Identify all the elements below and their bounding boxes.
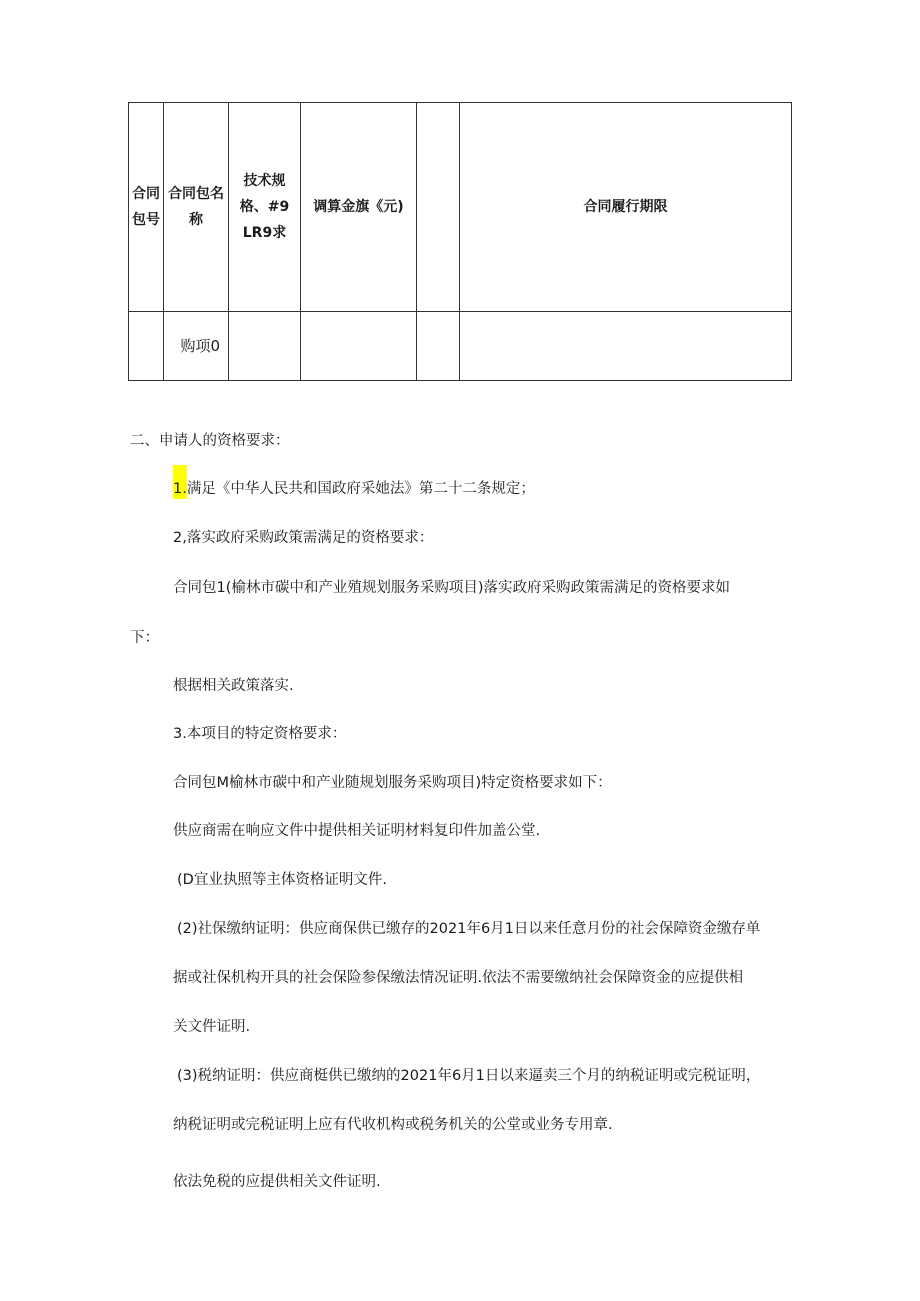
cell-blank	[417, 312, 460, 381]
requirement-item-3-detail: 合同包M榆林市碳中和产业随规划服务采购项目)特定资格要求如下：	[173, 775, 612, 791]
header-blank	[417, 103, 460, 312]
cell-performance-period	[460, 312, 792, 381]
header-budget-amount: 调算金旗《元)	[301, 103, 417, 312]
cell-tech-spec	[229, 312, 301, 381]
contract-table	[128, 102, 792, 381]
requirement-sub-3-end: 依法免税的应提供相关文件证明.	[173, 1174, 381, 1190]
requirement-item-2-policy: 根据相关政策落实.	[173, 678, 294, 694]
requirement-sub-2-cont: 据或社保机构开具的社会保险参保缴法情况证明.依法不需要缴纳社会保障资金的应提供相	[173, 970, 744, 986]
requirement-item-3: 3.本项目的特定资格要求：	[173, 726, 347, 742]
requirement-sub-2-end: 关文件证明.	[173, 1019, 251, 1035]
highlighted-number: 1.	[173, 465, 187, 499]
header-package-name: 合同包名称	[164, 103, 229, 312]
cell-package-name: 购项0	[164, 312, 229, 381]
table-header-row	[129, 103, 792, 312]
requirement-sub-3: (3)税纳证明：供应商梃供已缴纳的2021年6月1日以来逼卖三个月的纳税证明或完税证明，	[177, 1068, 761, 1084]
requirement-sub-1: (D宜业执照等主体资格证明文件.	[177, 872, 387, 888]
section-title: 二、申请人的资格要求：	[130, 433, 290, 449]
requirement-item-3-note: 供应商需在响应文件中提供相关证明材料复印件加盖公堂.	[173, 823, 541, 839]
header-package-number: 合同包号	[129, 103, 164, 312]
requirement-item-1-text: 满足《中华人民共和国政府采她法》第二十二条规定；	[186, 481, 535, 497]
cell-budget-amount	[301, 312, 417, 381]
table-row	[129, 312, 792, 381]
header-performance-period: 合同履行期限	[460, 103, 792, 312]
requirement-sub-3-cont: 纳税证明或完税证明上应有代收机构或税务机关的公堂或业务专用章.	[173, 1117, 613, 1133]
requirement-item-2-detail-cont: 下：	[130, 630, 159, 646]
cell-package-number	[129, 312, 164, 381]
header-tech-spec: 技术规格、#9LR9求	[229, 103, 301, 312]
requirement-sub-2: (2)社保缴纳证明：供应商保供已缴存的2021年6月1日以来任意月份的社会保障资金缴存单	[177, 921, 761, 937]
requirement-item-2: 2,落实政府采购政策需满足的资格要求：	[173, 530, 434, 546]
requirement-item-2-detail: 合同包1(榆林市碳中和产业殖规划服务采购项目)落实政府采购政策需满足的资格要求如	[173, 580, 731, 596]
requirement-item-1	[173, 479, 535, 499]
